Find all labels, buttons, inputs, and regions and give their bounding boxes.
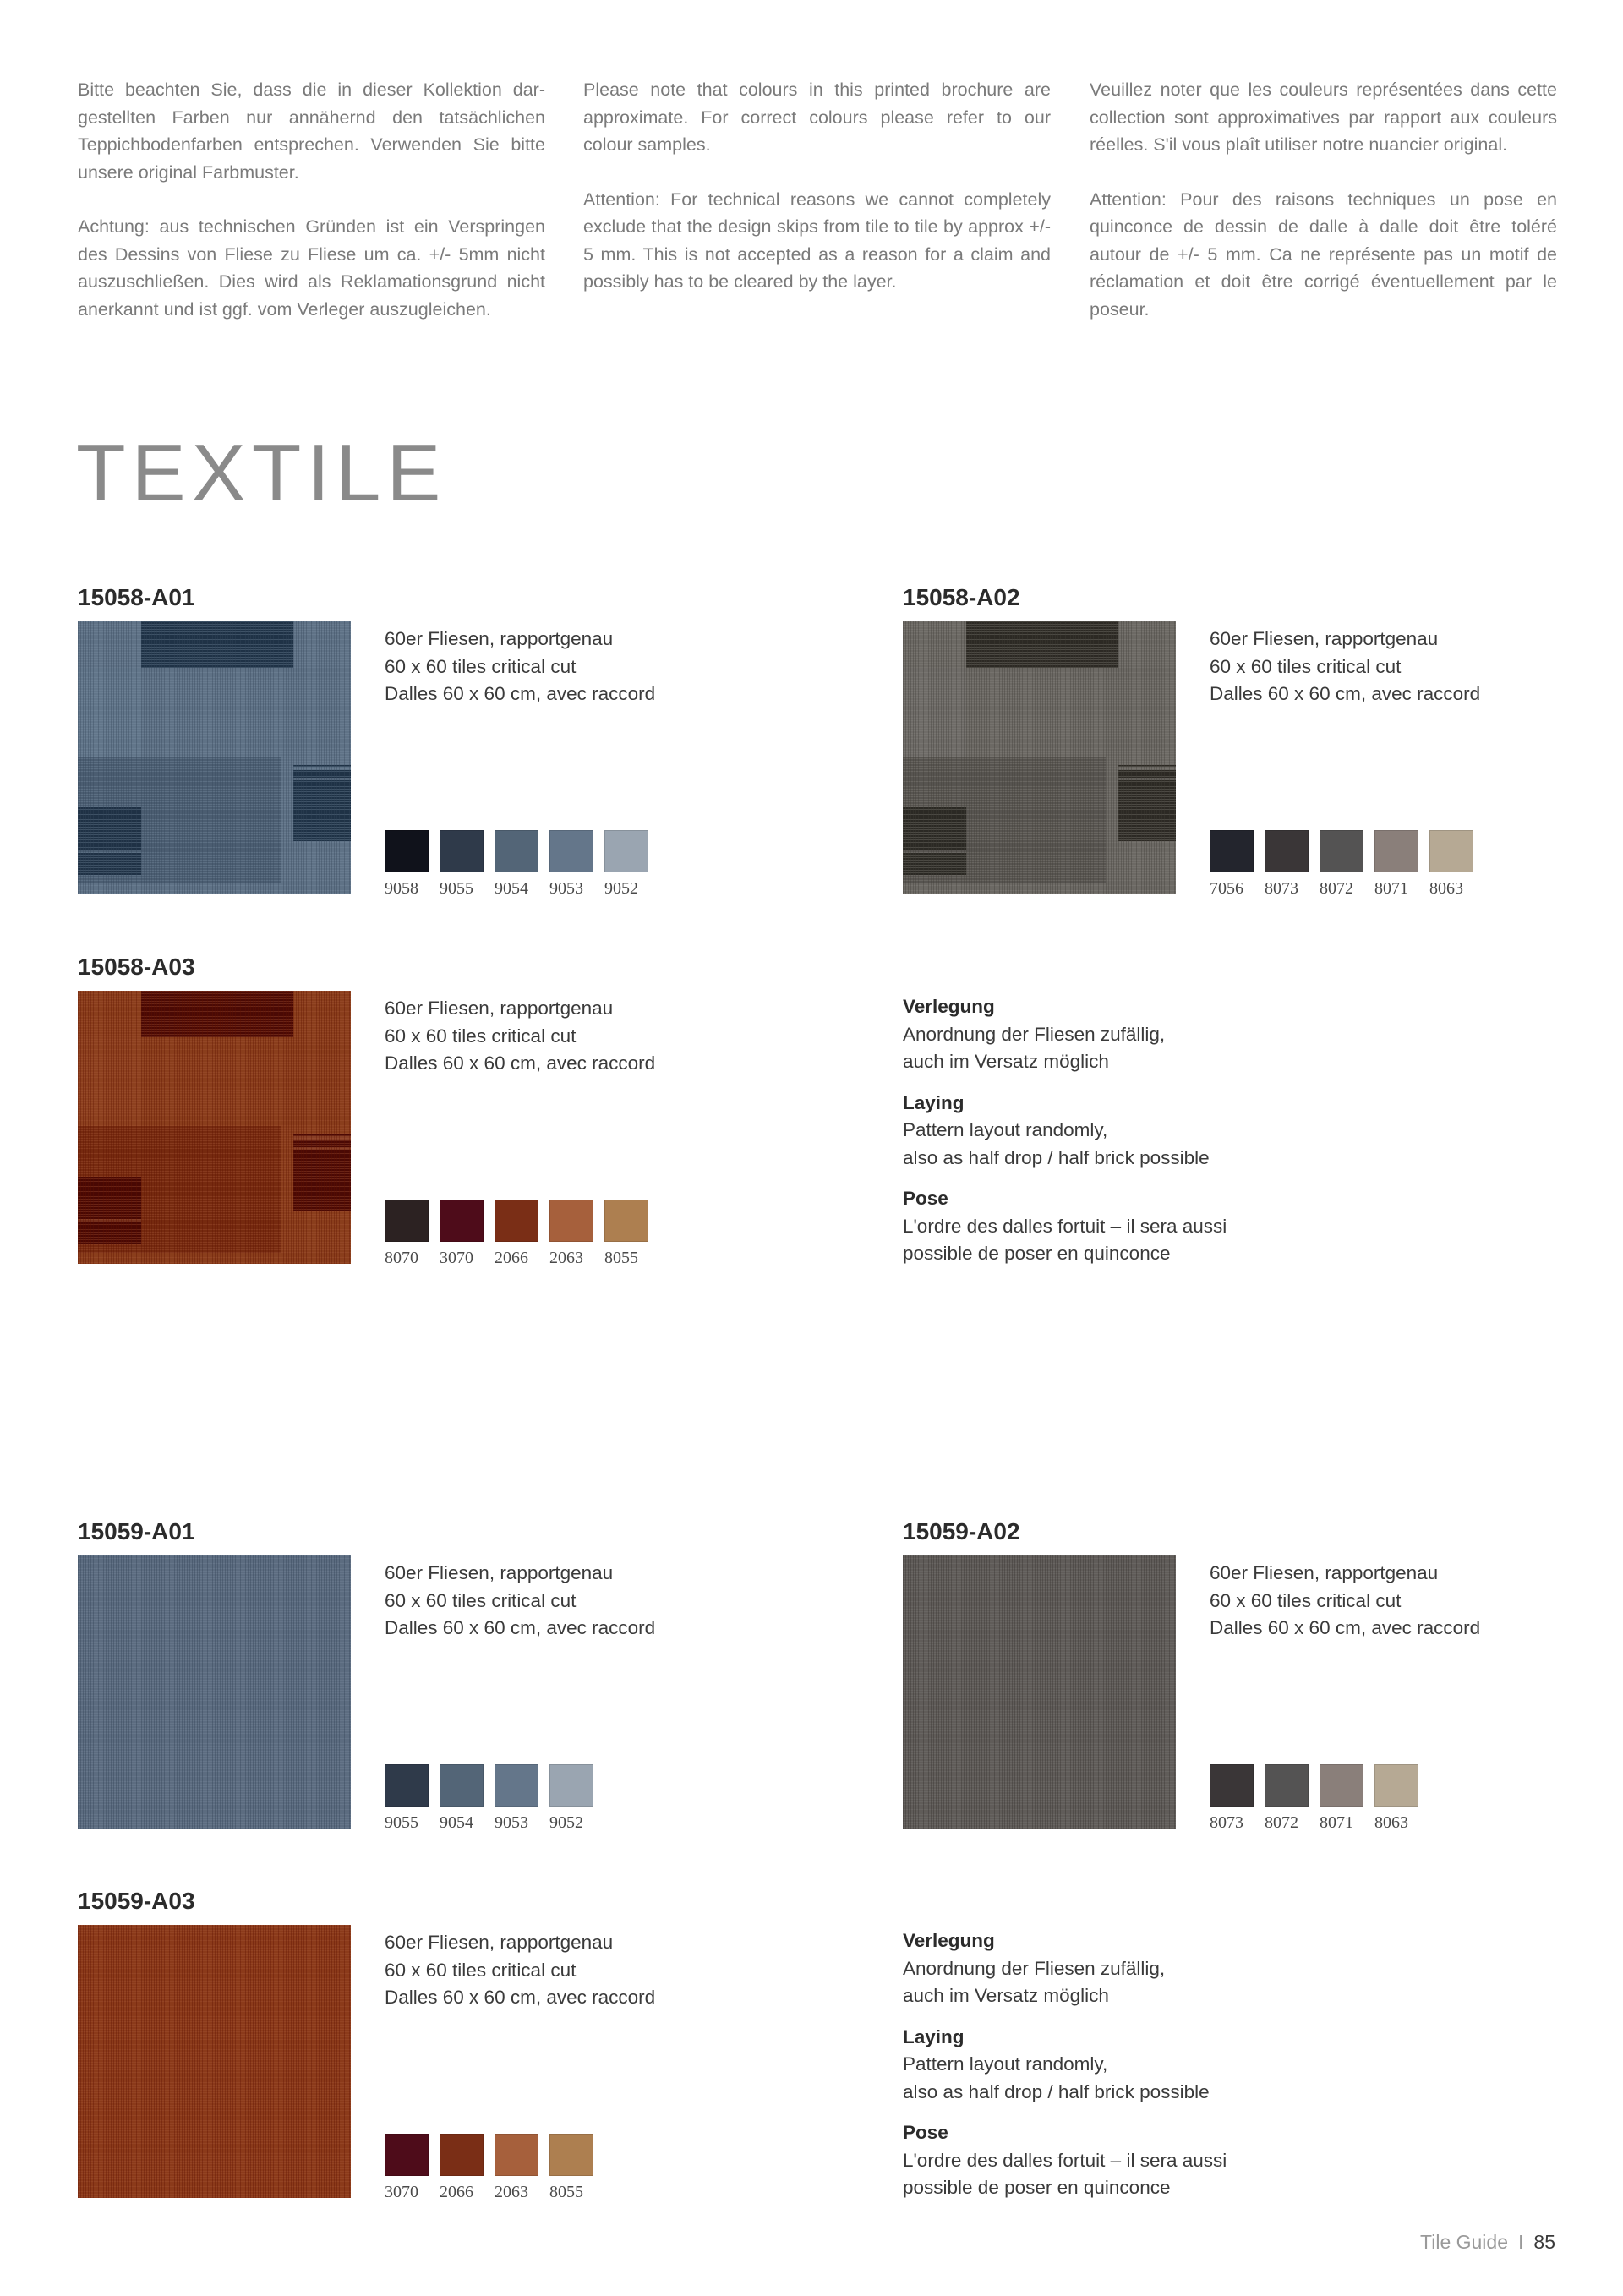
color-swatch: [440, 1200, 484, 1242]
product-code: 15058-A01: [78, 584, 195, 610]
laying-line: Pattern layout randomly,: [903, 1119, 1108, 1140]
spec-line-fr: Dalles 60 x 60 cm, avec raccord: [385, 1987, 656, 2008]
color-chip: [495, 1200, 538, 1268]
color-swatch: [549, 1200, 593, 1242]
color-number: 8070: [385, 1249, 418, 1267]
intro-de-p1: Bitte beachten Sie, dass die in dieser Kollektion dar-gestellten Farben nur annähernd den tatsächlichen Teppichbodenfarben entsprechen. Verwenden Sie bitte unsere original Farbmuster.: [78, 79, 545, 183]
color-swatch: [1429, 830, 1473, 872]
color-number: 8072: [1265, 1813, 1298, 1832]
product-tile-image: [78, 1555, 351, 1829]
color-chip: [1320, 830, 1363, 899]
pose-title: Pose: [903, 1188, 948, 1209]
color-number: 8073: [1265, 879, 1298, 898]
footer-separator: I: [1518, 2231, 1524, 2253]
color-chip: [1210, 830, 1254, 899]
color-chip: [1320, 1764, 1363, 1833]
spec-line-en: 60 x 60 tiles critical cut: [385, 1959, 577, 1981]
color-number: 3070: [440, 1249, 473, 1267]
color-number: 8063: [1429, 879, 1463, 898]
product-card: [78, 1887, 822, 2208]
intro-en-p2: Attention: For technical reasons we cannot completely exclude that the design skips from tile to tile by approx +/- 5 mm. This is not accepted as a reason for a claim and possibly has to be cleared by the layer.: [583, 189, 1051, 292]
intro-english: [583, 76, 1051, 296]
pose-title: Pose: [903, 2122, 948, 2143]
color-chip: [495, 830, 538, 899]
laying-instructions: [903, 993, 1410, 1282]
verlegung-title: Verlegung: [903, 996, 995, 1017]
color-swatch: [549, 1764, 593, 1807]
color-chip: [440, 830, 484, 899]
laying-title: Laying: [903, 1091, 965, 1113]
color-swatch: [495, 1764, 538, 1807]
color-number: 9052: [604, 879, 638, 898]
color-swatch: [1210, 830, 1254, 872]
color-swatch: [549, 2134, 593, 2176]
color-number: 9058: [385, 879, 418, 898]
footer-label: Tile Guide: [1420, 2231, 1509, 2253]
intro-fr-p1: Veuillez noter que les couleurs représentées dans cette collection sont approximatives par rapport aux couleurs réelles. S'il vous plaît utiliser notre nuancier original.: [1090, 79, 1557, 155]
color-swatch: [495, 1200, 538, 1242]
product-specs: [385, 1929, 655, 2012]
spec-line-de: 60er Fliesen, rapportgenau: [385, 1562, 614, 1583]
spec-line-de: 60er Fliesen, rapportgenau: [385, 628, 614, 649]
product-code: 15058-A03: [78, 954, 195, 980]
verlegung-line: auch im Versatz möglich: [903, 1051, 1109, 1072]
laying-title: Laying: [903, 2025, 965, 2047]
color-chip: [604, 830, 648, 899]
spec-line-de: 60er Fliesen, rapportgenau: [385, 998, 614, 1019]
color-number: 8072: [1320, 879, 1353, 898]
color-number: 8071: [1320, 1813, 1353, 1832]
spec-line-fr: Dalles 60 x 60 cm, avec raccord: [1210, 683, 1481, 704]
color-swatch: [385, 1200, 429, 1242]
color-chip-row: [1210, 830, 1484, 899]
spec-line-de: 60er Fliesen, rapportgenau: [1210, 1562, 1439, 1583]
product-card: [903, 583, 1623, 905]
color-chip: [549, 830, 593, 899]
color-number: 2063: [495, 2183, 528, 2201]
product-card: [78, 1517, 822, 1839]
pose-line: possible de poser en quinconce: [903, 2177, 1171, 2198]
spec-line-en: 60 x 60 tiles critical cut: [1210, 1589, 1402, 1611]
color-number: 9054: [495, 879, 528, 898]
spec-line-fr: Dalles 60 x 60 cm, avec raccord: [385, 683, 656, 704]
page-number: 85: [1533, 2231, 1555, 2253]
intro-en-p1: Please note that colours in this printed brochure are approximate. For correct colours please refer to our colour samples.: [583, 79, 1051, 155]
color-number: 8073: [1210, 1813, 1243, 1832]
color-chip: [440, 2134, 484, 2202]
spec-line-de: 60er Fliesen, rapportgenau: [1210, 628, 1439, 649]
spec-line-fr: Dalles 60 x 60 cm, avec raccord: [385, 1052, 656, 1074]
color-number: 3070: [385, 2183, 418, 2201]
color-number: 9053: [495, 1813, 528, 1832]
spec-line-fr: Dalles 60 x 60 cm, avec raccord: [1210, 1617, 1481, 1638]
spec-line-en: 60 x 60 tiles critical cut: [385, 1589, 577, 1611]
color-number: 7056: [1210, 879, 1243, 898]
color-number: 9055: [385, 1813, 418, 1832]
product-specs: [385, 1560, 655, 1643]
laying-instructions: [903, 1927, 1410, 2216]
laying-line: Pattern layout randomly,: [903, 2053, 1108, 2075]
laying-line: also as half drop / half brick possible: [903, 1146, 1210, 1168]
color-chip: [1265, 830, 1309, 899]
color-chip: [1265, 1764, 1309, 1833]
color-chip: [495, 1764, 538, 1833]
color-swatch: [495, 2134, 538, 2176]
color-chip: [1210, 1764, 1254, 1833]
color-chip: [385, 830, 429, 899]
pose-line: L'ordre des dalles fortuit – il sera aussi: [903, 1215, 1227, 1237]
color-number: 8071: [1374, 879, 1408, 898]
spec-line-en: 60 x 60 tiles critical cut: [385, 1025, 577, 1047]
intro-fr-p2: Attention: Pour des raisons techniques un pose en quinconce de dessin de dalle à dalle doit être toléré autour de +/- 5 mm. Ca ne représente pas un motif de réclamation et doit être corrigé éventuellement par le poseur.: [1090, 189, 1557, 320]
color-chip-row: [385, 1200, 659, 1268]
product-specs: [1210, 626, 1480, 708]
color-swatch: [1265, 1764, 1309, 1807]
color-number: 8063: [1374, 1813, 1408, 1832]
laying-line: also as half drop / half brick possible: [903, 2080, 1210, 2102]
color-chip: [549, 2134, 593, 2202]
product-card: [78, 583, 822, 905]
spec-line-fr: Dalles 60 x 60 cm, avec raccord: [385, 1617, 656, 1638]
intro-german: [78, 76, 545, 323]
verlegung-title: Verlegung: [903, 1930, 995, 1951]
color-chip-row: [385, 830, 659, 899]
color-swatch: [385, 2134, 429, 2176]
pose-line: L'ordre des dalles fortuit – il sera aussi: [903, 2149, 1227, 2171]
spec-line-en: 60 x 60 tiles critical cut: [385, 655, 577, 677]
color-number: 8055: [604, 1249, 638, 1267]
color-chip: [1429, 830, 1473, 899]
product-tile-image: [903, 1555, 1176, 1829]
product-specs: [1210, 1560, 1480, 1643]
color-chip-row: [385, 1764, 604, 1833]
product-tile-image: [78, 621, 351, 894]
color-number: 9054: [440, 1813, 473, 1832]
color-swatch: [385, 830, 429, 872]
color-chip: [495, 2134, 538, 2202]
color-swatch: [604, 830, 648, 872]
color-swatch: [440, 2134, 484, 2176]
product-code: 15059-A03: [78, 1888, 195, 1914]
color-chip: [1374, 1764, 1418, 1833]
color-chip: [385, 2134, 429, 2202]
intro-de-p2: Achtung: aus technischen Gründen ist ein Verspringen des Dessins von Fliese zu Fliese um ca. +/- 5mm nicht auszuschließen. Dies wird als Reklamationsgrund nicht anerkannt und ist ggf. vom Verleger auszugleichen.: [78, 216, 545, 320]
color-chip: [440, 1764, 484, 1833]
color-number: 2066: [440, 2183, 473, 2201]
color-swatch: [549, 830, 593, 872]
spec-line-en: 60 x 60 tiles critical cut: [1210, 655, 1402, 677]
color-chip: [549, 1200, 593, 1268]
color-swatch: [1374, 1764, 1418, 1807]
color-swatch: [1320, 830, 1363, 872]
product-code: 15059-A02: [903, 1518, 1020, 1544]
color-swatch: [440, 1764, 484, 1807]
color-number: 2063: [549, 1249, 583, 1267]
pose-line: possible de poser en quinconce: [903, 1243, 1171, 1264]
color-swatch: [1210, 1764, 1254, 1807]
color-chip: [385, 1764, 429, 1833]
spec-line-de: 60er Fliesen, rapportgenau: [385, 1932, 614, 1953]
product-tile-image: [78, 1925, 351, 2198]
color-swatch: [495, 830, 538, 872]
color-chip: [604, 1200, 648, 1268]
color-swatch: [440, 830, 484, 872]
color-chip: [385, 1200, 429, 1268]
product-tile-image: [903, 621, 1176, 894]
color-number: 9053: [549, 879, 583, 898]
product-tile-image: [78, 991, 351, 1264]
color-chip: [440, 1200, 484, 1268]
color-swatch: [1374, 830, 1418, 872]
color-chip-row: [385, 2134, 604, 2202]
color-number: 9055: [440, 879, 473, 898]
color-swatch: [1320, 1764, 1363, 1807]
color-chip-row: [1210, 1764, 1429, 1833]
product-card: [78, 953, 822, 1274]
verlegung-line: Anordnung der Fliesen zufällig,: [903, 1957, 1166, 1979]
color-chip: [549, 1764, 593, 1833]
intro-french: [1090, 76, 1557, 323]
color-number: 9052: [549, 1813, 583, 1832]
color-swatch: [604, 1200, 648, 1242]
color-number: 8055: [549, 2183, 583, 2201]
color-chip: [1374, 830, 1418, 899]
color-swatch: [385, 1764, 429, 1807]
section-title: TEXTILE: [76, 428, 447, 518]
product-specs: [385, 626, 655, 708]
product-specs: [385, 995, 655, 1078]
color-swatch: [1265, 830, 1309, 872]
page-footer: [1420, 2229, 1555, 2255]
color-number: 2066: [495, 1249, 528, 1267]
verlegung-line: Anordnung der Fliesen zufällig,: [903, 1023, 1166, 1045]
product-card: [903, 1517, 1623, 1839]
product-code: 15058-A02: [903, 584, 1020, 610]
verlegung-line: auch im Versatz möglich: [903, 1985, 1109, 2006]
product-code: 15059-A01: [78, 1518, 195, 1544]
